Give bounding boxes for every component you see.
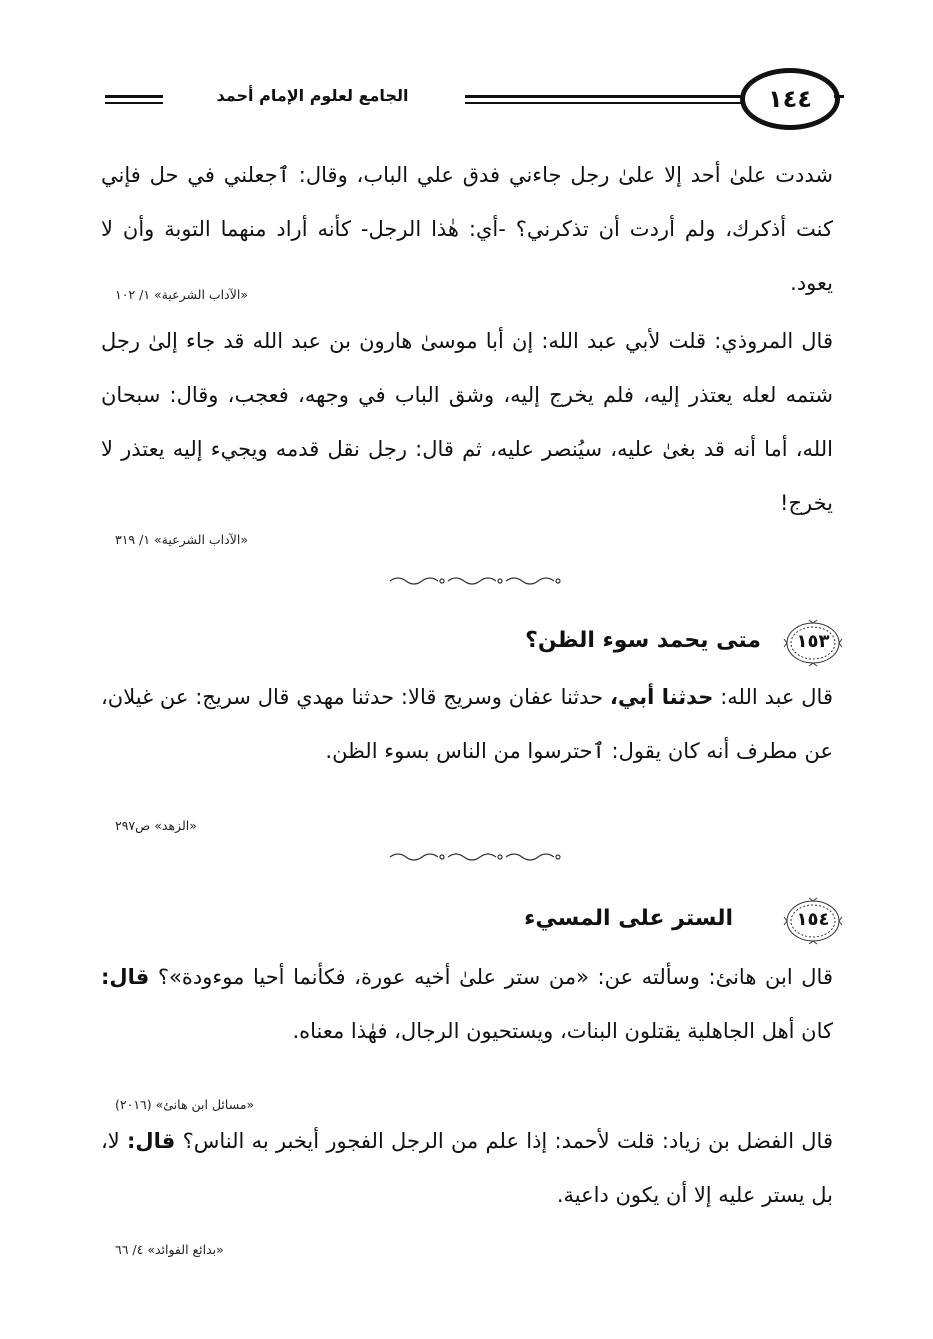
- running-header: [105, 68, 840, 146]
- section-title: متى يحمد سوء الظن؟: [525, 628, 761, 653]
- paragraph: شددت علىٰ أحد إلا علىٰ رجل جاءني فدق علي الباب، وقال: ٱجعلني في حل فإني كنت أذكرك، ولم أردت أن تذكرني؟ -أي: هٰذا الرجل- كأنه أراد منهما التوبة وأن لا يعود.: [101, 163, 833, 295]
- emphasis: حدثنا أبي،: [610, 685, 714, 709]
- header-rule-right: [834, 95, 844, 98]
- header-rule: [465, 95, 744, 98]
- section-number-badge: [783, 896, 843, 946]
- emphasis: قال:: [101, 965, 150, 989]
- section-heading: [373, 618, 843, 668]
- ornament-divider: [386, 574, 566, 588]
- section-number: ١٥٤: [796, 909, 830, 930]
- section-number: ١٥٣: [796, 631, 830, 652]
- section-number-badge: [783, 618, 843, 668]
- source-citation: «الزهد» ص٢٩٧: [115, 818, 197, 833]
- paragraph: [101, 950, 833, 1058]
- text-run: كان أهل الجاهلية يقتلون البنات، ويستحيون الرجال، فهٰذا معناه.: [292, 1019, 833, 1043]
- source-citation: «مسائل ابن هانئ» (٢٠١٦): [115, 1097, 255, 1112]
- paragraph: قال المروذي: قلت لأبي عبد الله: إن أبا موسىٰ هارون بن عبد الله قد جاء إلىٰ رجل شتمه لعله يعتذر إليه، فلم يخرج إليه، وشق الباب في وجهه، فعجب، وقال: سبحان الله، أما أنه قد بغىٰ عليه، سيُنصر عليه، ثم قال: رجل نقل قدمه ويجيء إليه يعتذر لا يخرج!: [101, 329, 833, 515]
- text-run: قال عبد الله:: [713, 685, 833, 709]
- source-citation: «بدائع الفوائد» ٤/ ٦٦: [115, 1242, 224, 1257]
- text-block: [101, 148, 833, 310]
- section-heading: [373, 896, 843, 946]
- text-block: [101, 670, 833, 778]
- section-title: الستر على المسيء: [524, 906, 733, 931]
- ornament-divider: [386, 850, 566, 864]
- emphasis: قال:: [127, 1129, 176, 1153]
- text-block: [101, 1114, 833, 1222]
- paragraph: [101, 1114, 833, 1222]
- text-block: [101, 950, 833, 1058]
- header-rule-left: [105, 95, 163, 98]
- book-title: الجامع لعلوم الإمام أحمد: [216, 86, 409, 105]
- paragraph: [101, 670, 833, 778]
- text-run: لا، بل يستر عليه إلا أن يكون داعية.: [101, 1129, 833, 1207]
- header-rule-left: [105, 102, 163, 104]
- text-run: قال ابن هانئ: وسألته عن: «من ستر علىٰ أخيه عورة، فكأنما أحيا موءودة»؟: [149, 965, 833, 989]
- text-run: قال الفضل بن زياد: قلت لأحمد: إذا علم من الرجل الفجور أيخبر به الناس؟: [175, 1129, 833, 1153]
- source-citation: «الآداب الشرعية» ١/ ١٠٢: [115, 287, 248, 302]
- source-citation: «الآداب الشرعية» ١/ ٣١٩: [115, 532, 248, 547]
- text-block: [101, 314, 833, 530]
- page-number: ١٤٤: [740, 68, 840, 130]
- header-rule: [465, 102, 744, 104]
- text-run: حدثنا عفان وسريج قالا: حدثنا مهدي قال سريج: عن غيلان، عن مطرف أنه كان يقول: ٱحترسوا من الناس بسوء الظن.: [101, 685, 833, 763]
